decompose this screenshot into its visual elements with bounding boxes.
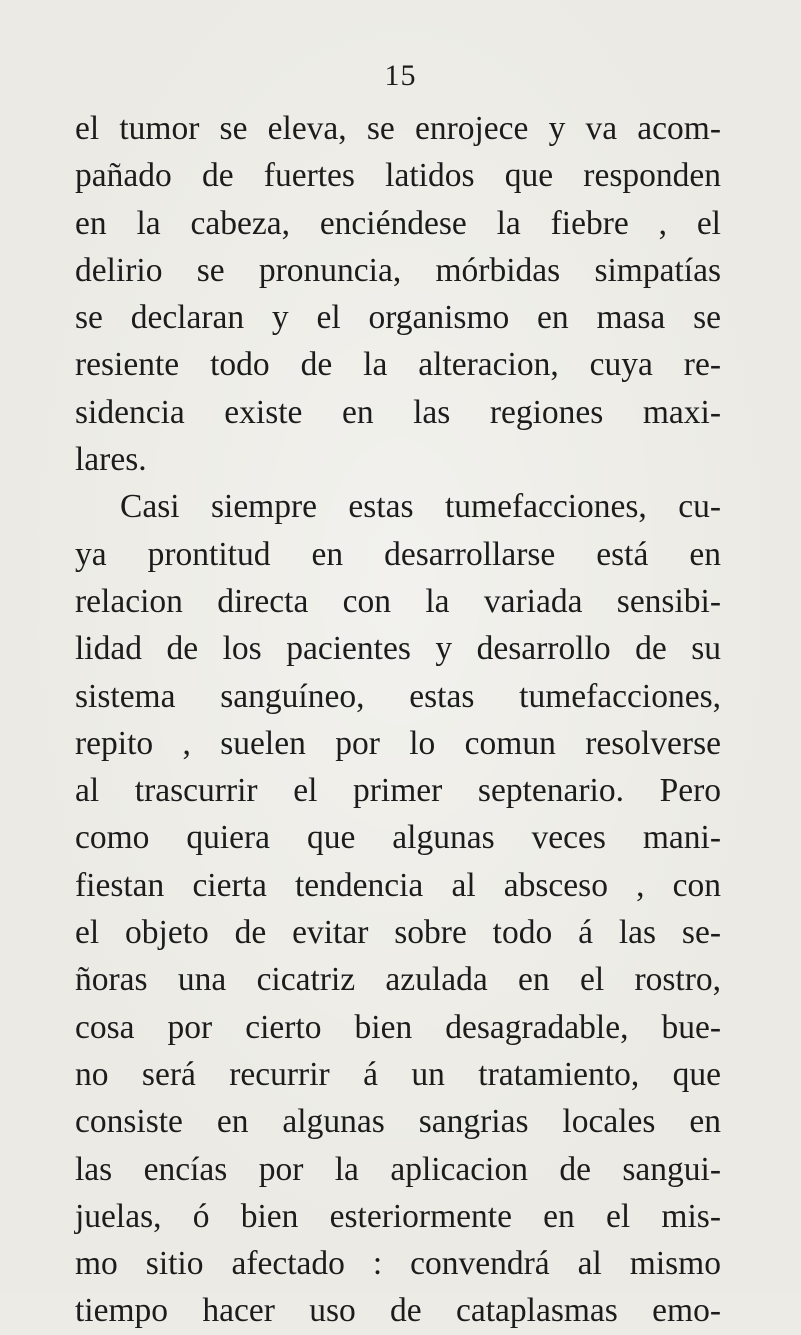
text-line: cosa por cierto bien desagradable, bue- [75,1008,721,1046]
text-line: al trascurrir el primer septenario. Pero [75,772,721,810]
text-line: se declaran y el organismo en masa se [75,299,721,337]
text-line: delirio se pronuncia, mórbidas simpatías [75,251,721,289]
text-line: el tumor se eleva, se enrojece y va acom- [75,110,721,147]
text-line: las encías por la aplicacion de sangui- [75,1150,721,1188]
text-line: el objeto de evitar sobre todo á las se- [75,914,721,952]
text-line: como quiera que algunas veces mani- [75,819,721,857]
text-line: lidad de los pacientes y desarrollo de su [75,630,721,668]
text-line: ya prontitud en desarrollarse está en [75,535,721,573]
text-line: mo sitio afectado : convendrá al mismo [75,1245,721,1283]
text-line: ñoras una cicatriz azulada en el rostro, [75,961,721,999]
text-line: sistema sanguíneo, estas tumefacciones, [75,677,721,715]
page-number: 15 [384,59,417,92]
text-line: lares. [75,441,147,479]
text-line: tiempo hacer uso de cataplasmas emo- [75,1292,721,1330]
text-line: relacion directa con la variada sensibi- [75,582,721,620]
text-line: pañado de fuertes latidos que responden [75,157,721,195]
text-line: en la cabeza, enciéndese la fiebre , el [75,204,721,242]
text-line: resiente todo de la alteracion, cuya re- [75,346,721,384]
body-text [75,105,721,1335]
text-line: Casi siempre estas tumefacciones, cu- [120,488,721,526]
text-line: fiestan cierta tendencia al absceso , con [75,866,721,904]
text-line: no será recurrir á un tratamiento, que [75,1055,721,1093]
text-line: juelas, ó bien esteriormente en el mis- [75,1197,721,1235]
text-line: sidencia existe en las regiones maxi- [75,393,721,431]
text-line: repito , suelen por lo comun resolverse [75,724,721,762]
text-line: consiste en algunas sangrias locales en [75,1103,721,1141]
